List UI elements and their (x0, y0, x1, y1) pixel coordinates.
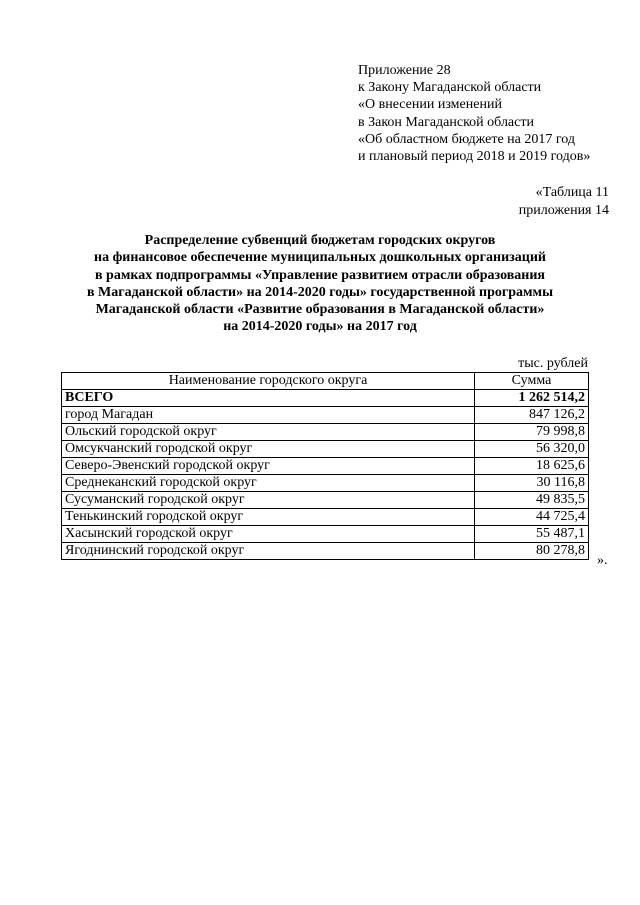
table-row (62, 509, 589, 526)
table-row (62, 424, 589, 441)
appendix-header (358, 62, 590, 165)
district-name: Омсукчанский городской округ (62, 441, 475, 458)
table-reference-line: приложения 14 (518, 203, 609, 218)
units-label: тыс. рублей (518, 356, 588, 371)
appendix-line: «О внесении изменений (358, 97, 502, 113)
title-line: в рамках подпрограммы «Управление развитием отрасли образования (94, 267, 546, 283)
table-reference-line: «Таблица 11 (535, 185, 609, 200)
district-amount: 847 126,2 (475, 407, 589, 424)
title-line: на финансовое обеспечение муниципальных дошкольных организаций (94, 250, 546, 266)
appendix-line: к Закону Магаданской области (358, 80, 542, 96)
district-amount: 80 278,8 (475, 543, 589, 560)
district-name: Сусуманский городской округ (62, 492, 475, 509)
title-line: Магаданской области «Развитие образования в Магаданской области» (95, 302, 545, 318)
table-reference (519, 184, 609, 220)
appendix-line: «Об областном бюджете на 2017 год (358, 131, 575, 147)
total-row (62, 390, 589, 407)
district-name: Ольский городской округ (62, 424, 475, 441)
title-line: Распределение субвенций бюджетам городских округов (144, 233, 496, 248)
table-row (62, 475, 589, 492)
district-amount: 30 116,8 (475, 475, 589, 492)
total-label: ВСЕГО (62, 390, 475, 407)
district-amount: 49 835,5 (475, 492, 589, 509)
table-row (62, 543, 589, 560)
district-amount: 44 725,4 (475, 509, 589, 526)
appendix-line: и плановый период 2018 и 2019 годов» (358, 149, 591, 165)
district-amount: 79 998,8 (475, 424, 589, 441)
column-header-name: Наименование городского округа (62, 373, 475, 390)
closing-quote: ». (597, 553, 608, 568)
appendix-line: в Закон Магаданской области (358, 114, 534, 130)
table-row (62, 458, 589, 475)
document-title (60, 232, 580, 336)
title-line: на 2014-2020 годы» на 2017 год (223, 319, 417, 335)
column-header-amount: Сумма (475, 373, 589, 390)
district-amount: 55 487,1 (475, 526, 589, 543)
district-name: город Магадан (62, 407, 475, 424)
table-header-row (62, 373, 589, 390)
subventions-table (61, 372, 589, 560)
table-row (62, 492, 589, 509)
district-name: Хасынский городской округ (62, 526, 475, 543)
district-name: Северо-Эвенский городской округ (62, 458, 475, 475)
table-row (62, 526, 589, 543)
table-row (62, 441, 589, 458)
district-name: Тенькинский городской округ (62, 509, 475, 526)
total-amount: 1 262 514,2 (475, 390, 589, 407)
district-name: Среднеканский городской округ (62, 475, 475, 492)
table-row (62, 407, 589, 424)
appendix-line: Приложение 28 (358, 63, 451, 78)
title-line: в Магаданской области» на 2014-2020 годы» государственной программы (86, 284, 554, 300)
district-name: Ягоднинский городской округ (62, 543, 475, 560)
district-amount: 18 625,6 (475, 458, 589, 475)
district-amount: 56 320,0 (475, 441, 589, 458)
